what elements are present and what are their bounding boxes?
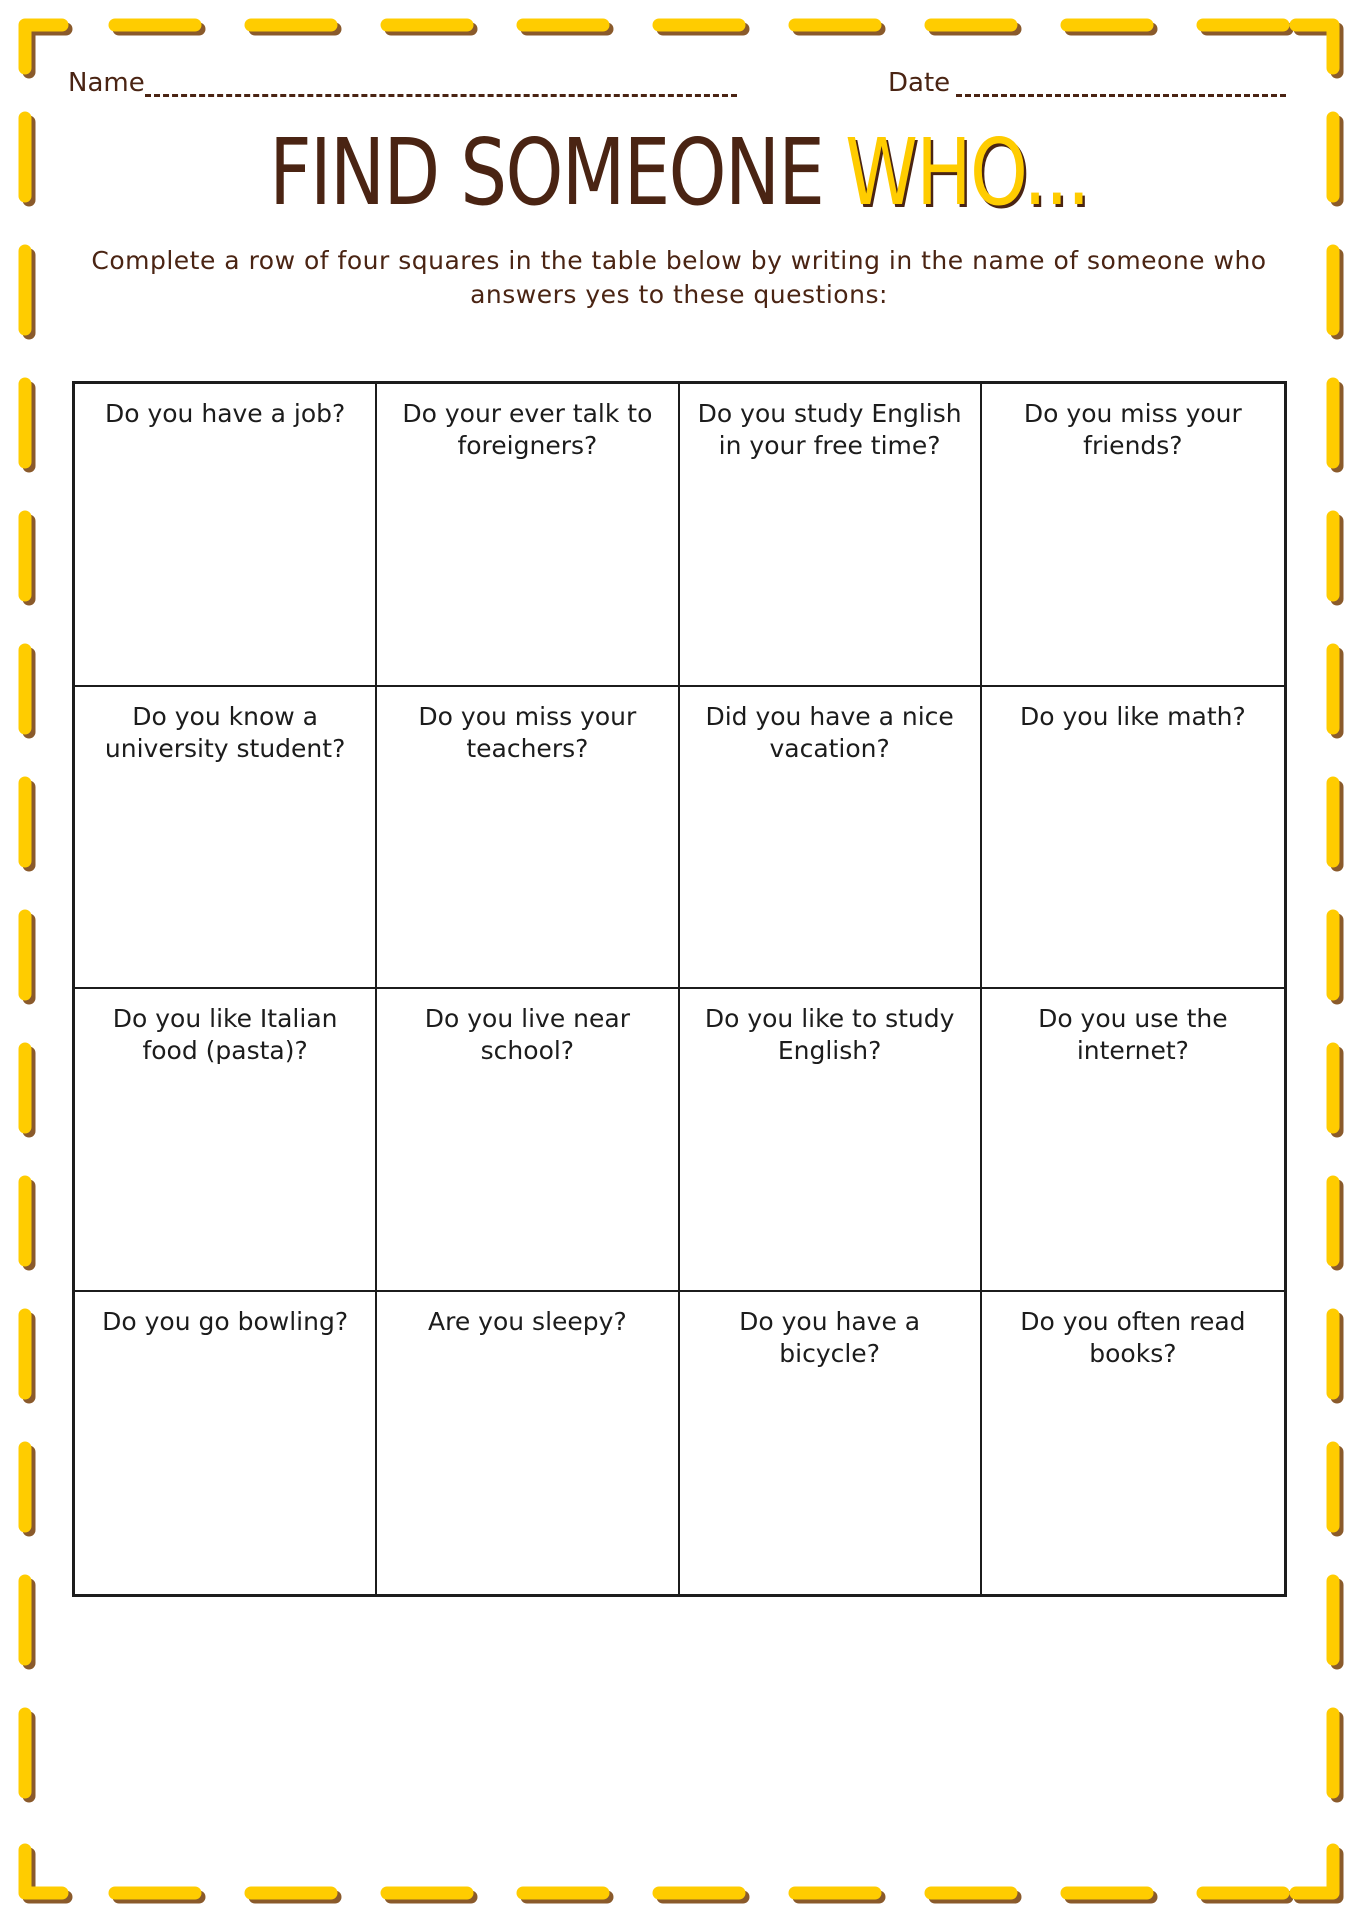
question-text: Do you go bowling? xyxy=(102,1306,349,1336)
border-dash xyxy=(1067,1893,1151,1897)
border-dash xyxy=(1333,1182,1337,1264)
border-dash xyxy=(523,25,607,29)
question-cell[interactable] xyxy=(377,1292,679,1595)
question-cell[interactable] xyxy=(75,989,377,1292)
page-title xyxy=(136,118,1222,228)
border-dash xyxy=(115,1893,199,1897)
border-dash xyxy=(25,1315,29,1397)
border-dash xyxy=(1333,1315,1337,1397)
find-someone-grid xyxy=(72,381,1287,1597)
question-text: Do you miss your teachers? xyxy=(418,701,637,763)
question-text: Do you have a job? xyxy=(104,399,346,428)
date-label: Date xyxy=(888,68,951,98)
question-cell[interactable] xyxy=(680,384,982,687)
border-corner xyxy=(25,1850,66,1897)
border-dash xyxy=(1067,25,1151,29)
question-cell[interactable] xyxy=(680,989,982,1292)
border-dash xyxy=(1333,650,1337,732)
border-dash xyxy=(1333,1714,1337,1796)
name-blank-line[interactable] xyxy=(145,94,737,97)
border-dash xyxy=(1333,517,1337,599)
title-main: FIND SOMEONE xyxy=(269,119,846,226)
border-dash xyxy=(25,1714,29,1796)
border-corner xyxy=(25,25,66,72)
border-dash xyxy=(931,1893,1015,1897)
border-dash xyxy=(1203,1893,1287,1897)
question-text: Do you like to study English? xyxy=(704,1004,955,1065)
question-cell[interactable] xyxy=(377,687,679,990)
border-dash xyxy=(387,25,471,29)
question-cell[interactable] xyxy=(680,687,982,990)
question-text: Do you like Italian food (pasta)? xyxy=(112,1004,338,1065)
question-cell[interactable] xyxy=(377,989,679,1292)
question-cell[interactable] xyxy=(75,687,377,990)
question-text: Do you study English in your free time? xyxy=(697,399,962,460)
border-dash xyxy=(25,384,29,466)
question-text: Do your ever talk to foreigners? xyxy=(402,399,653,460)
border-dash xyxy=(1333,118,1337,200)
border-dash xyxy=(25,783,29,865)
border-dash xyxy=(25,251,29,333)
question-cell[interactable] xyxy=(680,1292,982,1595)
border-dash xyxy=(523,1893,607,1897)
border-dash xyxy=(115,25,199,29)
border-dash xyxy=(25,1448,29,1530)
name-label: Name xyxy=(68,68,145,98)
question-cell[interactable] xyxy=(75,1292,377,1595)
border-dash xyxy=(25,118,29,200)
question-cell[interactable] xyxy=(377,384,679,687)
border-dash xyxy=(1333,251,1337,333)
question-cell[interactable] xyxy=(75,384,377,687)
border-dash xyxy=(25,916,29,998)
border-dash xyxy=(25,1049,29,1131)
border-dash xyxy=(1333,1581,1337,1663)
border-dash xyxy=(387,1893,471,1897)
question-text: Did you have a nice vacation? xyxy=(705,701,954,763)
border-dash xyxy=(1333,1448,1337,1530)
border-dash xyxy=(251,25,335,29)
border-dash xyxy=(659,1893,743,1897)
border-dash xyxy=(795,25,879,29)
instructions-text: Complete a row of four squares in the table below by writing in the name of someone who answers yes to these questions: xyxy=(91,246,1267,309)
border-dash xyxy=(25,650,29,732)
date-blank-line[interactable] xyxy=(956,94,1286,97)
border-dash xyxy=(25,1182,29,1264)
title-accent: WHO... xyxy=(845,119,1089,226)
border-dash xyxy=(25,1581,29,1663)
border-dash xyxy=(659,25,743,29)
question-text: Are you sleepy? xyxy=(428,1306,627,1336)
border-dash xyxy=(1333,384,1337,466)
border-dash xyxy=(931,25,1015,29)
question-cell[interactable] xyxy=(982,989,1284,1292)
question-text: Do you know a university student? xyxy=(104,701,346,763)
border-dash xyxy=(1333,916,1337,998)
question-text: Do you often read books? xyxy=(1020,1306,1246,1368)
question-text: Do you miss your friends? xyxy=(1023,399,1242,460)
question-cell[interactable] xyxy=(982,687,1284,990)
question-cell[interactable] xyxy=(982,384,1284,687)
border-dash xyxy=(25,517,29,599)
border-corner xyxy=(1296,1850,1337,1897)
border-dash xyxy=(795,1893,879,1897)
border-dash xyxy=(1333,1049,1337,1131)
question-text: Do you live near school? xyxy=(424,1004,630,1065)
border-dash xyxy=(251,1893,335,1897)
question-cell[interactable] xyxy=(982,1292,1284,1595)
border-corner xyxy=(1296,25,1337,72)
question-text: Do you use the internet? xyxy=(1038,1004,1228,1065)
question-text: Do you like math? xyxy=(1019,701,1246,731)
border-dash xyxy=(1333,783,1337,865)
question-text: Do you have a bicycle? xyxy=(739,1306,921,1368)
border-dash xyxy=(1203,25,1287,29)
